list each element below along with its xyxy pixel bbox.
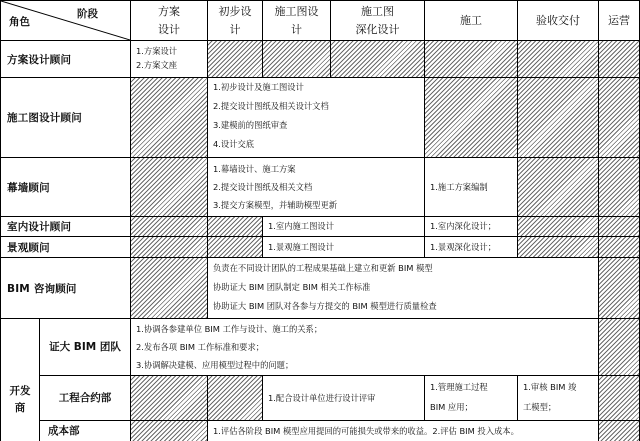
hatched-cell (131, 376, 207, 420)
phase-header-construction (425, 1, 517, 40)
role-curtain-wall-consultant (1, 158, 130, 216)
role-bim-team (40, 319, 130, 375)
corner-phase-label: 阶段 (77, 8, 98, 20)
role-label: 施工图设计顾问 (7, 112, 82, 124)
task-item: 2.发布各项 BIM 工作标准和要求； (136, 342, 265, 352)
task-item: 工模型； (523, 402, 557, 412)
hatched-cell (599, 217, 639, 236)
task-item: 1.审核 BIM 竣 (523, 382, 577, 392)
task-item: BIM 应用； (430, 402, 473, 412)
curtain-wall-tasks (208, 158, 424, 216)
role-label: 幕墙顾问 (7, 181, 50, 194)
bim-team-tasks (131, 319, 598, 375)
hatched-cell (131, 421, 207, 441)
phase-label: 施工 (460, 13, 482, 27)
task-item: 协助证大 BIM 团队对各参与方提交的 BIM 模型进行质量检查 (213, 301, 437, 311)
role-interior-consultant (1, 217, 130, 236)
task-item: 1.协调各参建单位 BIM 工作与设计、施工的关系； (136, 324, 323, 334)
task-item: 3.建模前的图纸审查 (213, 120, 288, 130)
task-item: 负责在不同设计团队的工程成果基础上建立和更新 BIM 模型 (213, 263, 433, 273)
phase-header-preliminary (208, 1, 262, 40)
task-item: 1.初步设计及施工图设计 (213, 82, 304, 92)
role-label: 商 (14, 402, 26, 414)
task-item: 1.景观深化设计； (430, 241, 496, 252)
hatched-cell (131, 158, 207, 216)
task-item: 1.幕墙设计、施工方案 (213, 164, 296, 174)
hatched-cell (131, 237, 207, 257)
phase-label: 设计 (158, 22, 180, 36)
phase-label: 施工图 (361, 4, 394, 18)
task-item: 3.提交方案模型，并辅助模型更新 (213, 200, 338, 210)
hatched-cell (599, 319, 639, 375)
task-item: 1.施工方案编制 (430, 181, 488, 192)
cost-tasks (208, 421, 598, 441)
hatched-cell (599, 258, 639, 318)
task-item: 2.提交设计图纸及相关文档 (213, 182, 313, 192)
hatched-cell (131, 78, 207, 157)
role-developer-group (1, 319, 39, 441)
hatched-cell (599, 237, 639, 257)
task-item: 1.配合设计单位进行设计评审 (268, 392, 376, 403)
role-label: 证大 BIM 团队 (49, 340, 121, 353)
task-item: 1.方案设计 (136, 46, 178, 56)
hatched-cell (131, 217, 207, 236)
landscape-deepening (263, 237, 424, 257)
hatched-cell (208, 217, 262, 236)
task-item: 1.景观施工图设计 (268, 241, 334, 252)
task-item: 1.室内深化设计； (430, 221, 496, 232)
phase-header-drawing (263, 1, 330, 40)
phase-label: 方案 (158, 4, 180, 18)
interior-deepening (263, 217, 424, 236)
task-item: 1.管理施工过程 (430, 382, 488, 392)
phase-label: 计 (291, 22, 302, 36)
task-item: 2.方案文座 (136, 60, 178, 70)
phase-label: 深化设计 (355, 22, 400, 36)
hatched-cell (263, 41, 330, 77)
hatched-cell (599, 158, 639, 216)
hatched-cell (599, 41, 639, 77)
hatched-cell (331, 41, 424, 77)
hatched-cell (599, 78, 639, 157)
hatched-cell (131, 258, 207, 318)
role-label: 开发 (9, 385, 31, 397)
contract-construction (425, 376, 517, 420)
role-bim-consultant (1, 258, 130, 318)
interior-construction (425, 217, 517, 236)
hatched-cell (599, 421, 639, 441)
hatched-cell (518, 158, 598, 216)
hatched-cell (518, 78, 598, 157)
role-label: BIM 咨询顾问 (7, 282, 77, 295)
phase-header-acceptance (518, 1, 598, 40)
role-label: 方案设计顾问 (7, 53, 72, 66)
drawing-design-tasks (208, 78, 424, 157)
task-item: 1.评估各阶段 BIM 模型应用提回的可能损失或带来的收益。2.评估 BIM 投入成本。 (213, 425, 519, 436)
phase-header-operation (599, 1, 639, 40)
role-label: 成本部 (48, 424, 80, 437)
hatched-cell (518, 41, 598, 77)
hatched-cell (208, 237, 262, 257)
task-item: 3.协调解决建模、应用模型过程中的问题； (136, 360, 294, 370)
task-item: 4.设计交底 (213, 139, 255, 149)
contract-deepening (263, 376, 424, 420)
role-landscape-consultant (1, 237, 130, 257)
bim-consultant-tasks (208, 258, 598, 318)
phase-label: 初步设 (218, 4, 252, 18)
role-label: 景观顾问 (7, 241, 50, 254)
phase-label: 施工图设 (274, 4, 319, 18)
role-label: 室内设计顾问 (7, 221, 72, 233)
hatched-cell (425, 41, 517, 77)
hatched-cell (518, 217, 598, 236)
phase-label: 运营 (608, 13, 630, 27)
hatched-cell (425, 78, 517, 157)
hatched-cell (599, 376, 639, 420)
role-cost-dept (40, 421, 130, 441)
contract-acceptance (518, 376, 598, 420)
phase-header-deepening (331, 1, 424, 40)
task-item: 1.室内施工图设计 (268, 221, 334, 232)
landscape-construction (425, 237, 517, 257)
hatched-cell (518, 237, 598, 257)
corner-header (1, 1, 130, 40)
phase-label: 计 (229, 22, 241, 36)
curtain-wall-construction (425, 158, 517, 216)
task-item: 协助证大 BIM 团队制定 BIM 相关工作标准 (213, 282, 371, 292)
role-scheme-consultant (1, 41, 130, 77)
role-contract-dept (40, 376, 130, 420)
hatched-cell (208, 376, 262, 420)
scheme-design-tasks (131, 41, 207, 77)
phase-label: 验收交付 (536, 13, 580, 27)
role-label: 工程合约部 (58, 391, 112, 404)
hatched-cell (208, 41, 262, 77)
role-drawing-consultant (1, 78, 130, 157)
corner-role-label: 角色 (9, 16, 30, 28)
task-item: 2.提交设计图纸及相关设计文档 (213, 101, 329, 111)
phase-header-scheme (131, 1, 207, 40)
